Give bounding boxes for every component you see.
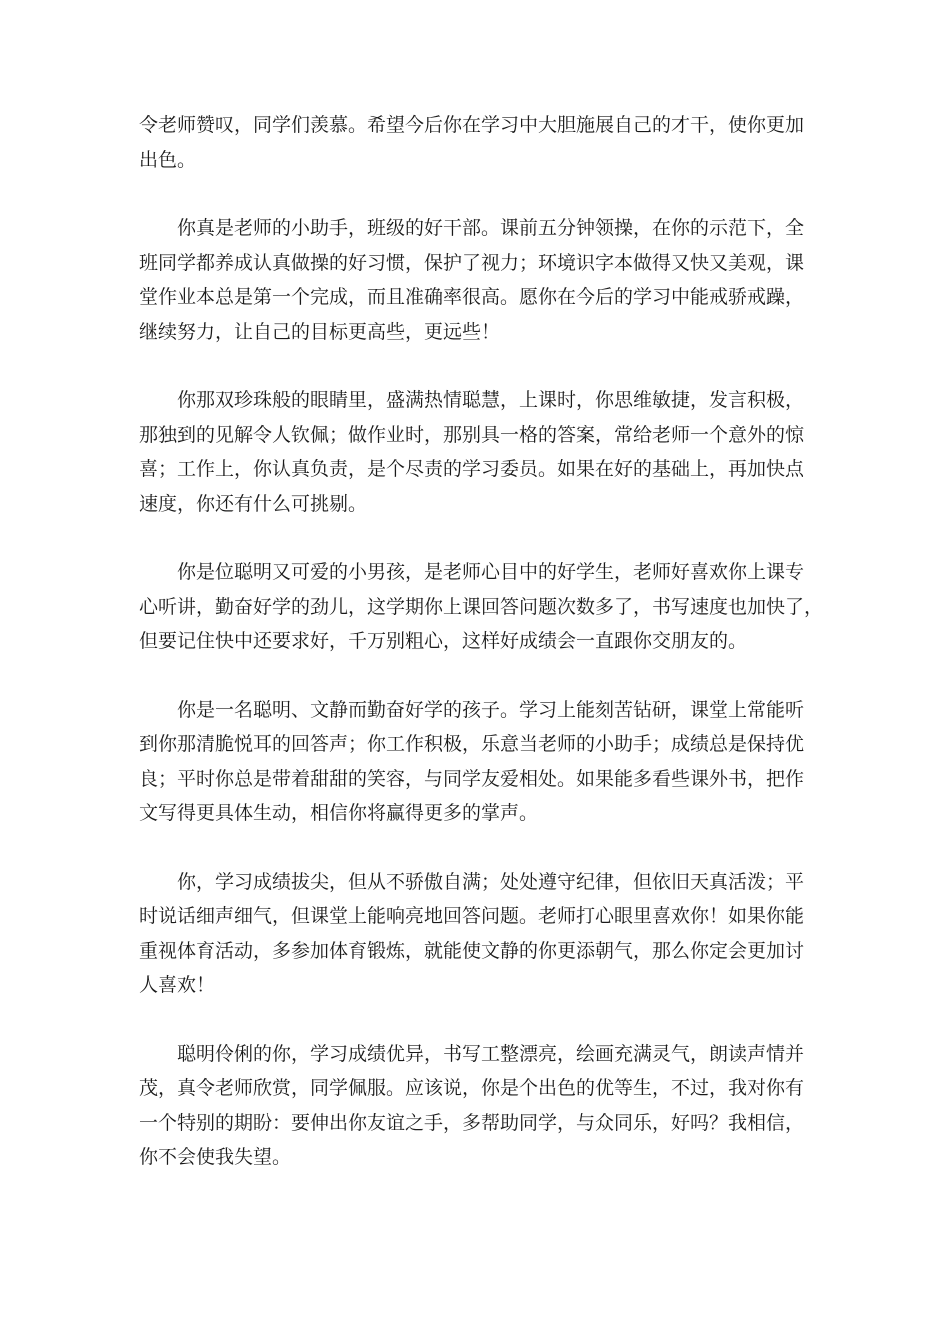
text-line: 出色。 <box>139 148 197 171</box>
text-line: 茂，真令老师欣赏，同学佩服。应该说，你是个出色的优等生，不过，我对你有 <box>139 1077 805 1099</box>
text-line: 你，学习成绩拔尖，但从不骄傲自满；处处遵守纪律，但依旧天真活泼；平 <box>139 870 805 893</box>
paragraph-7 <box>139 1037 824 1175</box>
text-line: 重视体育活动，多参加体育锻炼，就能使文静的你更添朝气，那么你定会更加讨 <box>139 939 805 962</box>
text-line: 心听讲，勤奋好学的劲儿，这学期你上课回答问题次数多了，书写速度也加快了， <box>139 595 824 618</box>
text-line: 时说话细声细气，但课堂上能响亮地回答问题。老师打心眼里喜欢你！如果你能 <box>139 905 805 927</box>
paragraph-3 <box>139 383 824 521</box>
text-line: 一个特别的期盼：要伸出你友谊之手，多帮助同学，与众同乐，好吗？我相信， <box>139 1111 805 1134</box>
text-line: 你那双珍珠般的眼睛里，盛满热情聪慧，上课时，你思维敏捷，发言积极， <box>139 389 805 411</box>
text-line: 喜；工作上，你认真负责，是个尽责的学习委员。如果在好的基础上，再加快点 <box>139 458 805 480</box>
text-line: 人喜欢！ <box>139 974 216 996</box>
text-line: 你不会使我失望。 <box>139 1146 292 1168</box>
text-line: 令老师赞叹，同学们羡慕。希望今后你在学习中大胆施展自己的才干，使你更加 <box>139 114 805 136</box>
text-line: 你是一名聪明、文静而勤奋好学的孩子。学习上能刻苦钻研，课堂上常能听 <box>139 698 805 721</box>
text-line: 班同学都养成认真做操的好习惯，保护了视力；环境识字本做得又快又美观，课 <box>139 251 805 274</box>
text-line: 良；平时你总是带着甜甜的笑容，与同学友爱相处。如果能多看些课外书，把作 <box>139 767 805 790</box>
paragraph-5 <box>139 693 824 831</box>
text-line: 那独到的见解令人钦佩；做作业时，那别具一格的答案，常给老师一个意外的惊 <box>139 423 805 446</box>
text-line: 继续努力，让自己的目标更高些，更远些！ <box>139 320 501 343</box>
text-line: 到你那清脆悦耳的回答声；你工作积极，乐意当老师的小助手；成绩总是保持优 <box>139 733 805 755</box>
text-line: 但要记住快中还要求好，千万别粗心，这样好成绩会一直跟你交朋友的。 <box>139 630 748 652</box>
text-line: 文写得更具体生动，相信你将赢得更多的掌声。 <box>139 802 539 824</box>
text-line: 聪明伶俐的你，学习成绩优异，书写工整漂亮，绘画充满灵气，朗读声情并 <box>139 1042 805 1065</box>
paragraph-4 <box>139 555 824 659</box>
text-line: 你是位聪明又可爱的小男孩，是老师心目中的好学生，老师好喜欢你上课专 <box>139 561 805 583</box>
paragraph-1 <box>139 108 824 177</box>
document-body <box>139 108 824 1209</box>
paragraph-2 <box>139 211 824 349</box>
text-line: 堂作业本总是第一个完成，而且准确率很高。愿你在今后的学习中能戒骄戒躁， <box>139 286 805 308</box>
paragraph-6 <box>139 865 824 1003</box>
text-line: 你真是老师的小助手，班级的好干部。课前五分钟领操，在你的示范下，全 <box>139 217 805 239</box>
text-line: 速度，你还有什么可挑剔。 <box>139 492 368 515</box>
